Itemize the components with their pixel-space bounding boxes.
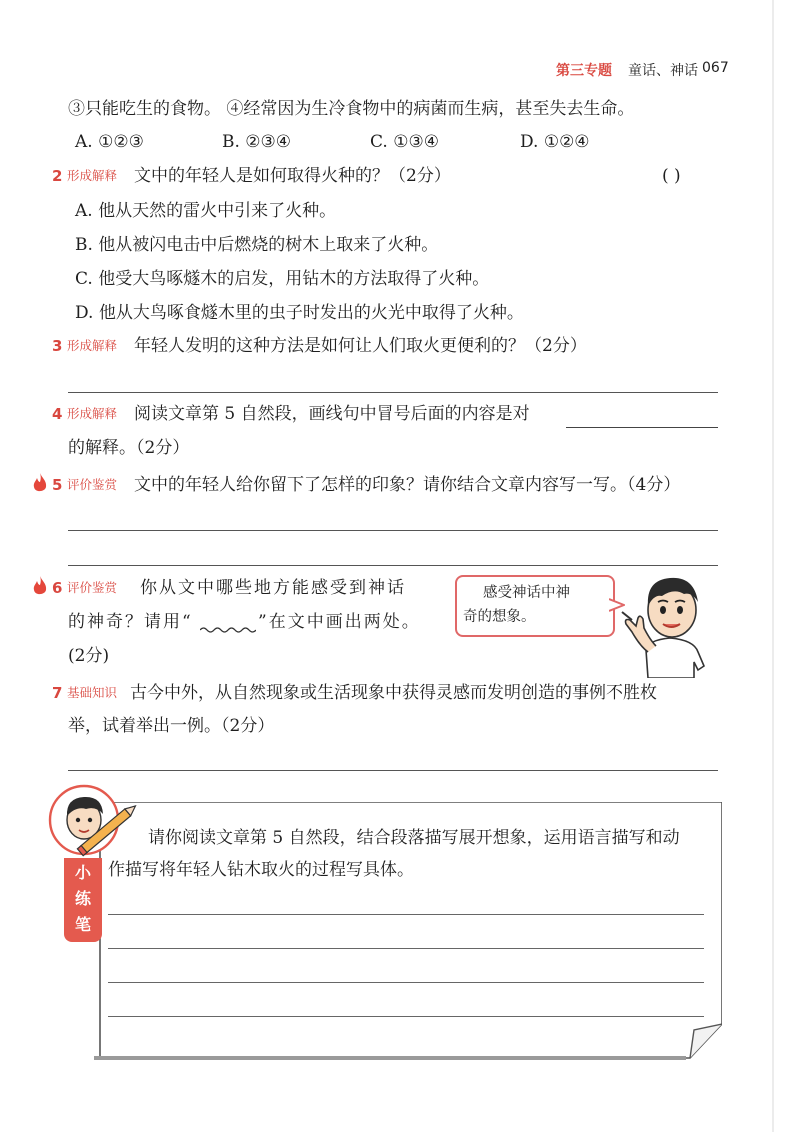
question-number: 5: [52, 476, 63, 494]
writing-line[interactable]: [108, 948, 704, 949]
speech-bubble: [455, 575, 615, 637]
writing-line[interactable]: [108, 982, 704, 983]
question-text: 古今中外，从自然现象或生活现象中获得灵感而发明创造的事例不胜枚: [130, 683, 657, 703]
question-tag: 形成解释: [67, 406, 118, 421]
page-number: 067: [702, 60, 729, 76]
page-header: [0, 58, 800, 80]
boy-pointing-illustration: [618, 566, 724, 678]
question-tag: 评价鉴赏: [67, 580, 118, 595]
flame-icon: [32, 472, 48, 494]
question-text-cont: 的解释。（2分）: [68, 438, 190, 458]
fill-blank[interactable]: [566, 427, 718, 428]
flame-icon: [32, 575, 48, 597]
choice-b: B. ②③④: [222, 132, 292, 152]
badge-char-2: 练: [74, 889, 91, 908]
badge-char-1: 小: [74, 863, 91, 882]
practice-prompt-line-1: 请你阅读文章第 5 自然段，结合段落描写展开想象，运用语言描写和动: [148, 828, 680, 848]
wavy-line-mark: [200, 626, 256, 634]
question-text: 年轻人发明的这种方法是如何让人们取火更便利的？（2分）: [134, 336, 587, 356]
question-number: 6: [52, 579, 63, 597]
writing-line[interactable]: [108, 914, 704, 915]
question-tag: 形成解释: [67, 168, 118, 183]
question-number: 3: [52, 337, 63, 355]
question-tag: 形成解释: [67, 338, 118, 353]
subject-label: 童话、神话: [628, 63, 698, 79]
option-c: C. 他受大鸟啄燧木的启发，用钻木的方法取得了火种。: [75, 269, 490, 289]
bubble-text-line-1: 感受神话中神: [483, 585, 570, 601]
question-text: 文中的年轻人是如何取得火种的？（2分）: [134, 166, 451, 186]
writing-line[interactable]: [108, 1016, 704, 1017]
boy-with-pencil-illustration: [46, 782, 146, 866]
question-text: 文中的年轻人给你留下了怎样的印象？请你结合文章内容写一写。（4分）: [134, 475, 681, 495]
question-number: 4: [52, 405, 63, 423]
choice-c: C. ①③④: [370, 132, 439, 152]
question-number: 7: [52, 684, 63, 702]
practice-badge: [64, 858, 102, 942]
topic-label: 第三专题: [556, 63, 612, 79]
answer-line[interactable]: [68, 392, 718, 393]
practice-prompt-line-2: 作描写将年轻人钻木取火的过程写具体。: [108, 860, 414, 880]
badge-char-3: 笔: [74, 915, 91, 934]
answer-line[interactable]: [68, 770, 718, 771]
option-a: A. 他从天然的雷火中引来了火种。: [75, 201, 337, 221]
option-d: D. 他从大鸟啄食燧木里的虫子时发出的火光中取得了火种。: [75, 303, 524, 323]
question-tag: 评价鉴赏: [67, 477, 118, 492]
option-b: B. 他从被闪电击中后燃烧的树木上取来了火种。: [75, 235, 439, 255]
bubble-text-line-2: 奇的想象。: [463, 609, 536, 625]
answer-paren[interactable]: ( ): [662, 166, 681, 186]
question-tag: 基础知识: [67, 685, 118, 700]
choice-d: D. ①②④: [520, 132, 590, 152]
question-text-cont: 举，试着举出一例。（2分）: [68, 716, 275, 736]
prev-options-line: ③只能吃生的食物。 ④经常因为生冷食物中的病菌而生病，甚至失去生命。: [68, 99, 635, 119]
question-text-cont-2: ”在文中画出两处。: [258, 612, 421, 632]
question-text: 阅读文章第 5 自然段，画线句中冒号后面的内容是对: [134, 404, 530, 424]
page-edge: [772, 0, 774, 1132]
question-text-cont: 的神奇？请用“: [68, 612, 193, 632]
question-text: 你从文中哪些地方能感受到神话: [140, 578, 406, 598]
question-number: 2: [52, 167, 63, 185]
answer-line[interactable]: [68, 530, 718, 531]
choice-a: A. ①②③: [75, 132, 144, 152]
question-score: (2分): [68, 646, 110, 666]
